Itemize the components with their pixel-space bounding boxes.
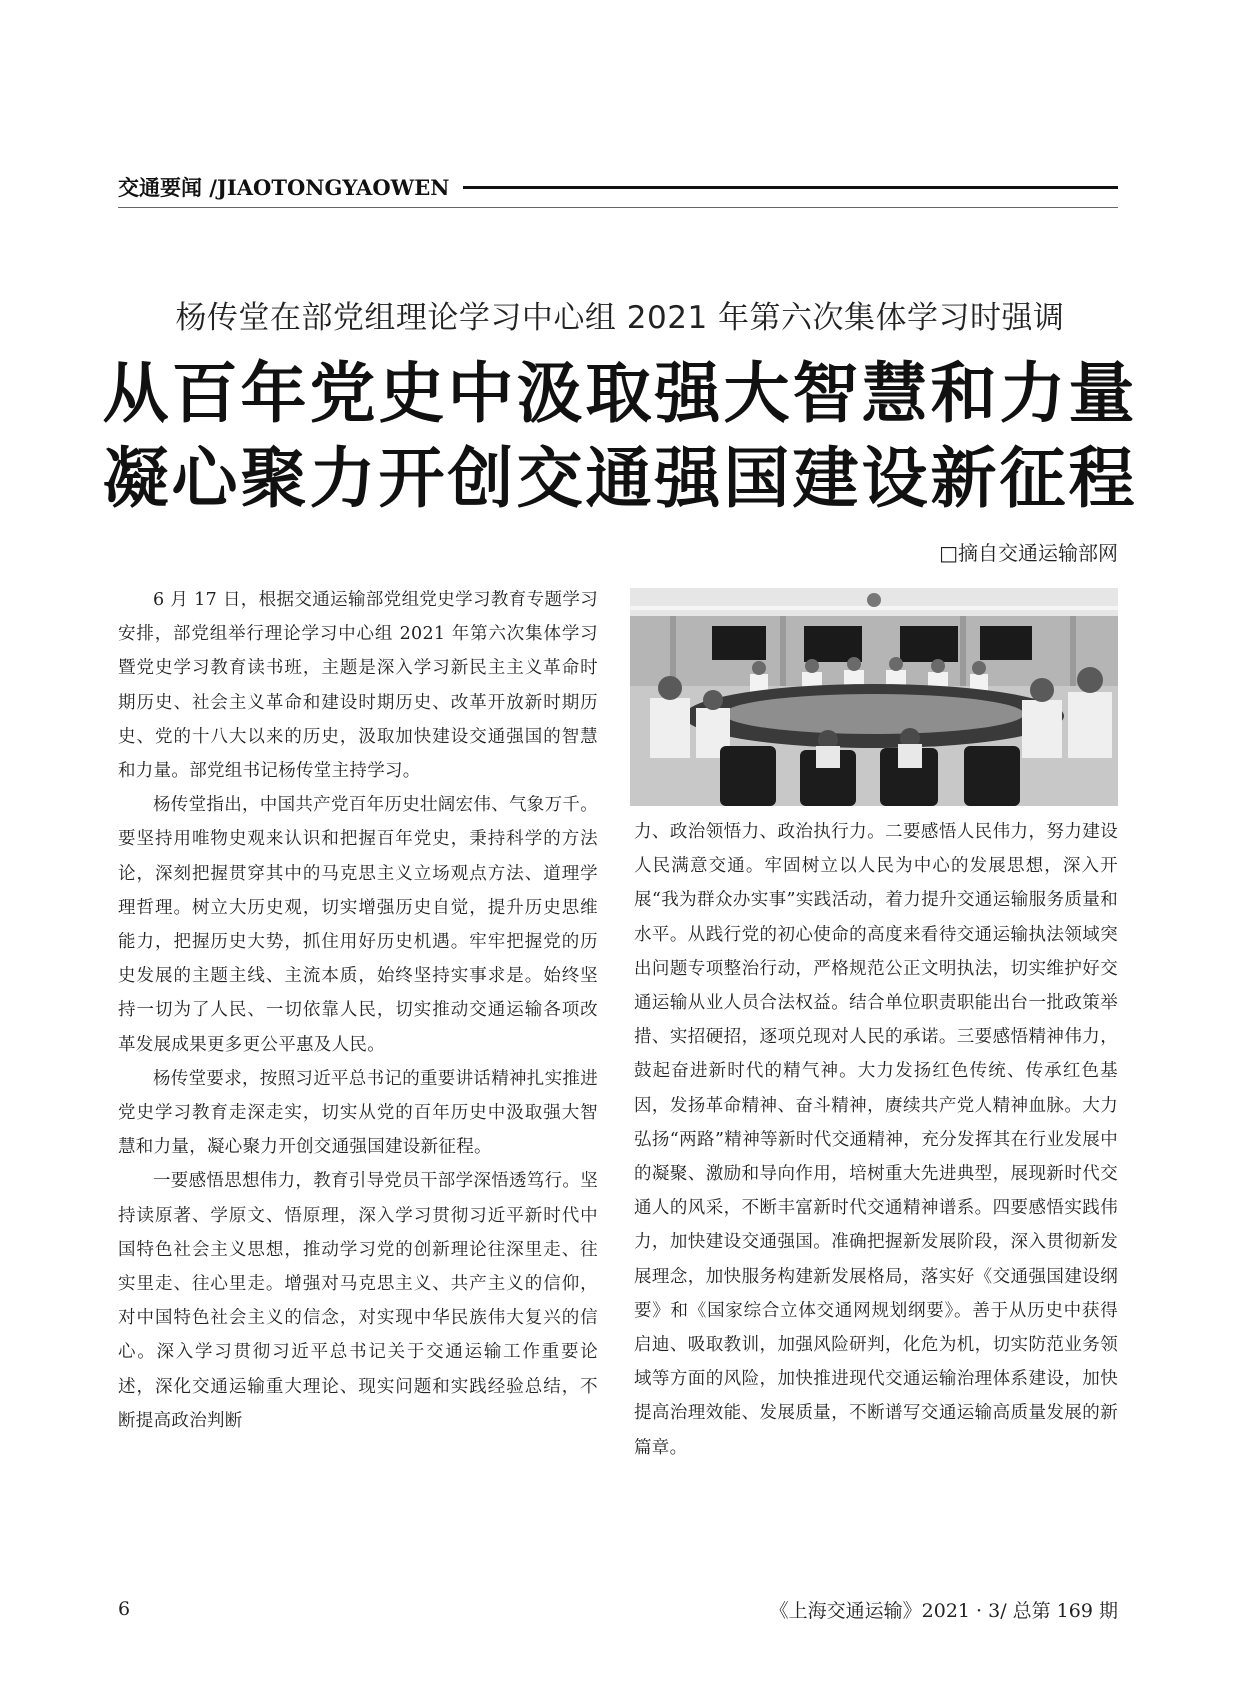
paragraph: 6 月 17 日，根据交通运输部党组党史学习教育专题学习安排，部党组举行理论学习中心组 2021 年第六次集体学习暨党史学习教育读书班，主题是深入学习新民主主义革命时期历史、社会主义革命和建设时期历史、改革开放新时期历史、党的十八大以来的历史，汲取加快建设交通强国的智慧和力量。部党组书记杨传堂主持学习。: [118, 590, 598, 782]
paragraph: 力、政治领悟力、政治执行力。二要感悟人民伟力，努力建设人民满意交通。牢固树立以人民为中心的发展思想，深入开展“我为群众办实事”实践活动，着力提升交通运输服务质量和水平。从践行党的初心使命的高度来看待交通运输执法领域突出问题专项整治行动，严格规范公正文明执法，切实维护好交通运输从业人员合法权益。结合单位职责职能出台一批政策举措、实招硬招，逐项兑现对人民的承诺。三要感悟精神伟力，鼓起奋进新时代的精气神。大力发扬红色传统、传承红色基因，发扬革命精神、奋斗精神，赓续共产党人精神血脉。大力弘扬“两路”精神等新时代交通精神，充分发挥其在行业发展中的凝聚、激励和导向作用，培树重大先进典型，展现新时代交通人的风采，不断丰富新时代交通精神谱系。四要感悟实践伟力，加快建设交通强国。准确把握新发展阶段，深入贯彻新发展理念，加快服务构建新发展格局，落实好《交通强国建设纲要》和《国家综合立体交通网规划纲要》。善于从历史中获得启迪、吸取教训，加强风险研判，化危为机，切实防范业务领域等方面的风险，加快推进现代交通运输治理体系建设，加快提高治理效能、发展质量，不断谱写交通运输高质量发展的新篇章。: [634, 822, 1118, 1458]
header-rule: [463, 186, 1118, 189]
meeting-photo-illustration: [630, 588, 1118, 806]
section-header: [118, 172, 1118, 202]
article-title-line1: 从百年党史中汲取强大智慧和力量: [102, 354, 1138, 432]
paragraph: 杨传堂指出，中国共产党百年历史壮阔宏伟、气象万千。要坚持用唯物史观来认识和把握百年党史，秉持科学的方法论，深刻把握贯穿其中的马克思主义立场观点方法、道理学理哲理。树立大历史观，切实增强历史自觉，提升历史思维能力，把握历史大势，抓住用好历史机遇。牢牢把握党的历史发展的主题主线、主流本质，始终坚持实事求是。始终坚持一切为了人民、一切依靠人民，切实推动交通运输各项改革发展成果更多更公平惠及人民。: [118, 795, 598, 1055]
section-label: 交通要闻 /JIAOTONGYAOWEN: [118, 175, 450, 200]
meeting-photo: [630, 588, 1118, 806]
article-title-line2: 凝心聚力开创交通强国建设新征程: [102, 439, 1138, 517]
journal-footer: 《上海交通运输》2021 · 3/ 总第 169 期: [769, 1600, 1118, 1622]
paragraph: 一要感悟思想伟力，教育引导党员干部学深悟透笃行。坚持读原著、学原文、悟原理，深入学习贯彻习近平新时代中国特色社会主义思想，推动学习党的创新理论往深里走、往实里走、往心里走。增强对马克思主义、共产主义的信仰，对中国特色社会主义的信念，对实现中华民族伟大复兴的信心。深入学习贯彻习近平总书记关于交通运输工作重要论述，深化交通运输重大理论、现实问题和实践经验总结，不断提高政治判断: [118, 1171, 598, 1431]
article-source: □摘自交通运输部网: [939, 541, 1118, 565]
page-number: 6: [118, 1598, 131, 1620]
paragraph: 杨传堂要求，按照习近平总书记的重要讲话精神扎实推进党史学习教育走深走实，切实从党的百年历史中汲取强大智慧和力量，凝心聚力开创交通强国建设新征程。: [118, 1068, 598, 1158]
article-subtitle: 杨传堂在部党组理论学习中心组 2021 年第六次集体学习时强调: [175, 300, 1065, 336]
right-column: [634, 815, 1118, 1465]
header-rule-thin: [118, 207, 1118, 208]
left-column: [118, 583, 598, 1438]
